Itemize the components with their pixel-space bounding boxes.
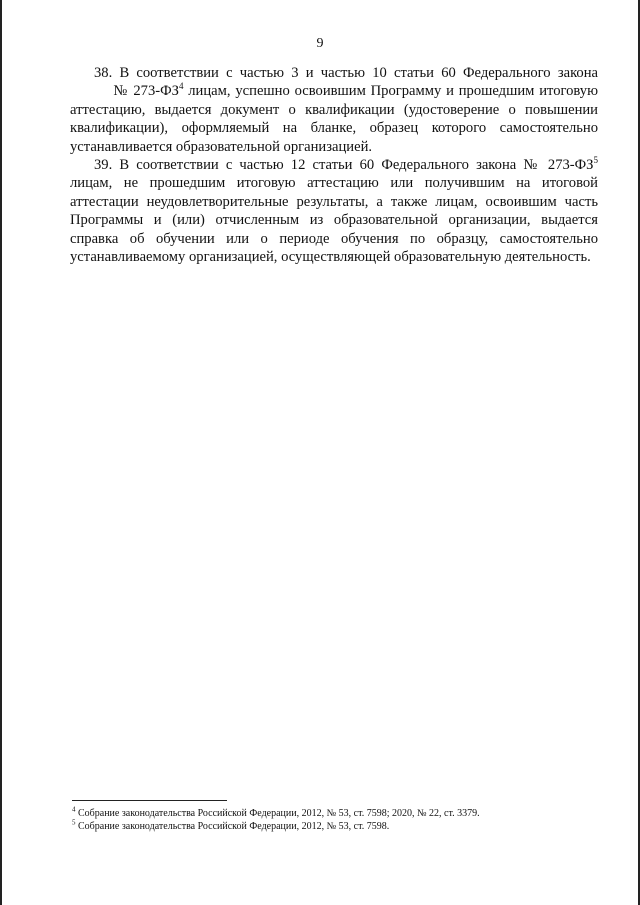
- footnotes: [72, 805, 592, 833]
- paragraph-38: [70, 64, 598, 156]
- footnote-marker-5: 5: [72, 818, 76, 827]
- page-number: 9: [316, 36, 324, 51]
- paragraph-38-text-end: лицам, успешно освоившим Программу и прошедшим итоговую аттестацию, выдается документ о квалификации (удостоверение о повышении квалификации), оформляемый на бланке, образец которого самостоятельно устанавливается образовательной организацией.: [70, 83, 599, 155]
- footnote-ref-4: 4: [178, 81, 184, 92]
- footnote-text-4: Собрание законодательства Российской Федерации, 2012, № 53, ст. 7598; 2020, № 22, ст. 3379.: [75, 808, 480, 819]
- paragraph-39: [70, 156, 598, 266]
- paragraph-39-text-start: 39. В соответствии с частью 12 статьи 60 Федерального закона № 273-ФЗ: [94, 157, 594, 174]
- footnote-4: [72, 805, 592, 821]
- paragraph-38-text-start: 38. В соответствии с частью 3 и частью 10 статьи 60 Федерального закона № 273-ФЗ: [70, 65, 598, 100]
- document-body: [70, 64, 598, 266]
- footnote-5: [72, 818, 592, 834]
- footnote-ref-5: 5: [593, 155, 598, 166]
- paragraph-39-text-end: лицам, не прошедшим итоговую аттестацию или получившим на итоговой аттестации неудовлетворительные результаты, а также лицам, освоившим часть Программы и (или) отчисленным из образовательной организации, выдается справка об обучении или о периоде обучения по образцу, самостоятельно устанавливаемому организацией, осуществляющей образовательную деятельность.: [70, 175, 598, 266]
- footnote-text-5: Собрание законодательства Российской Федерации, 2012, № 53, ст. 7598.: [75, 820, 390, 832]
- footnote-separator: [72, 800, 227, 801]
- footnote-marker-4: 4: [72, 805, 76, 814]
